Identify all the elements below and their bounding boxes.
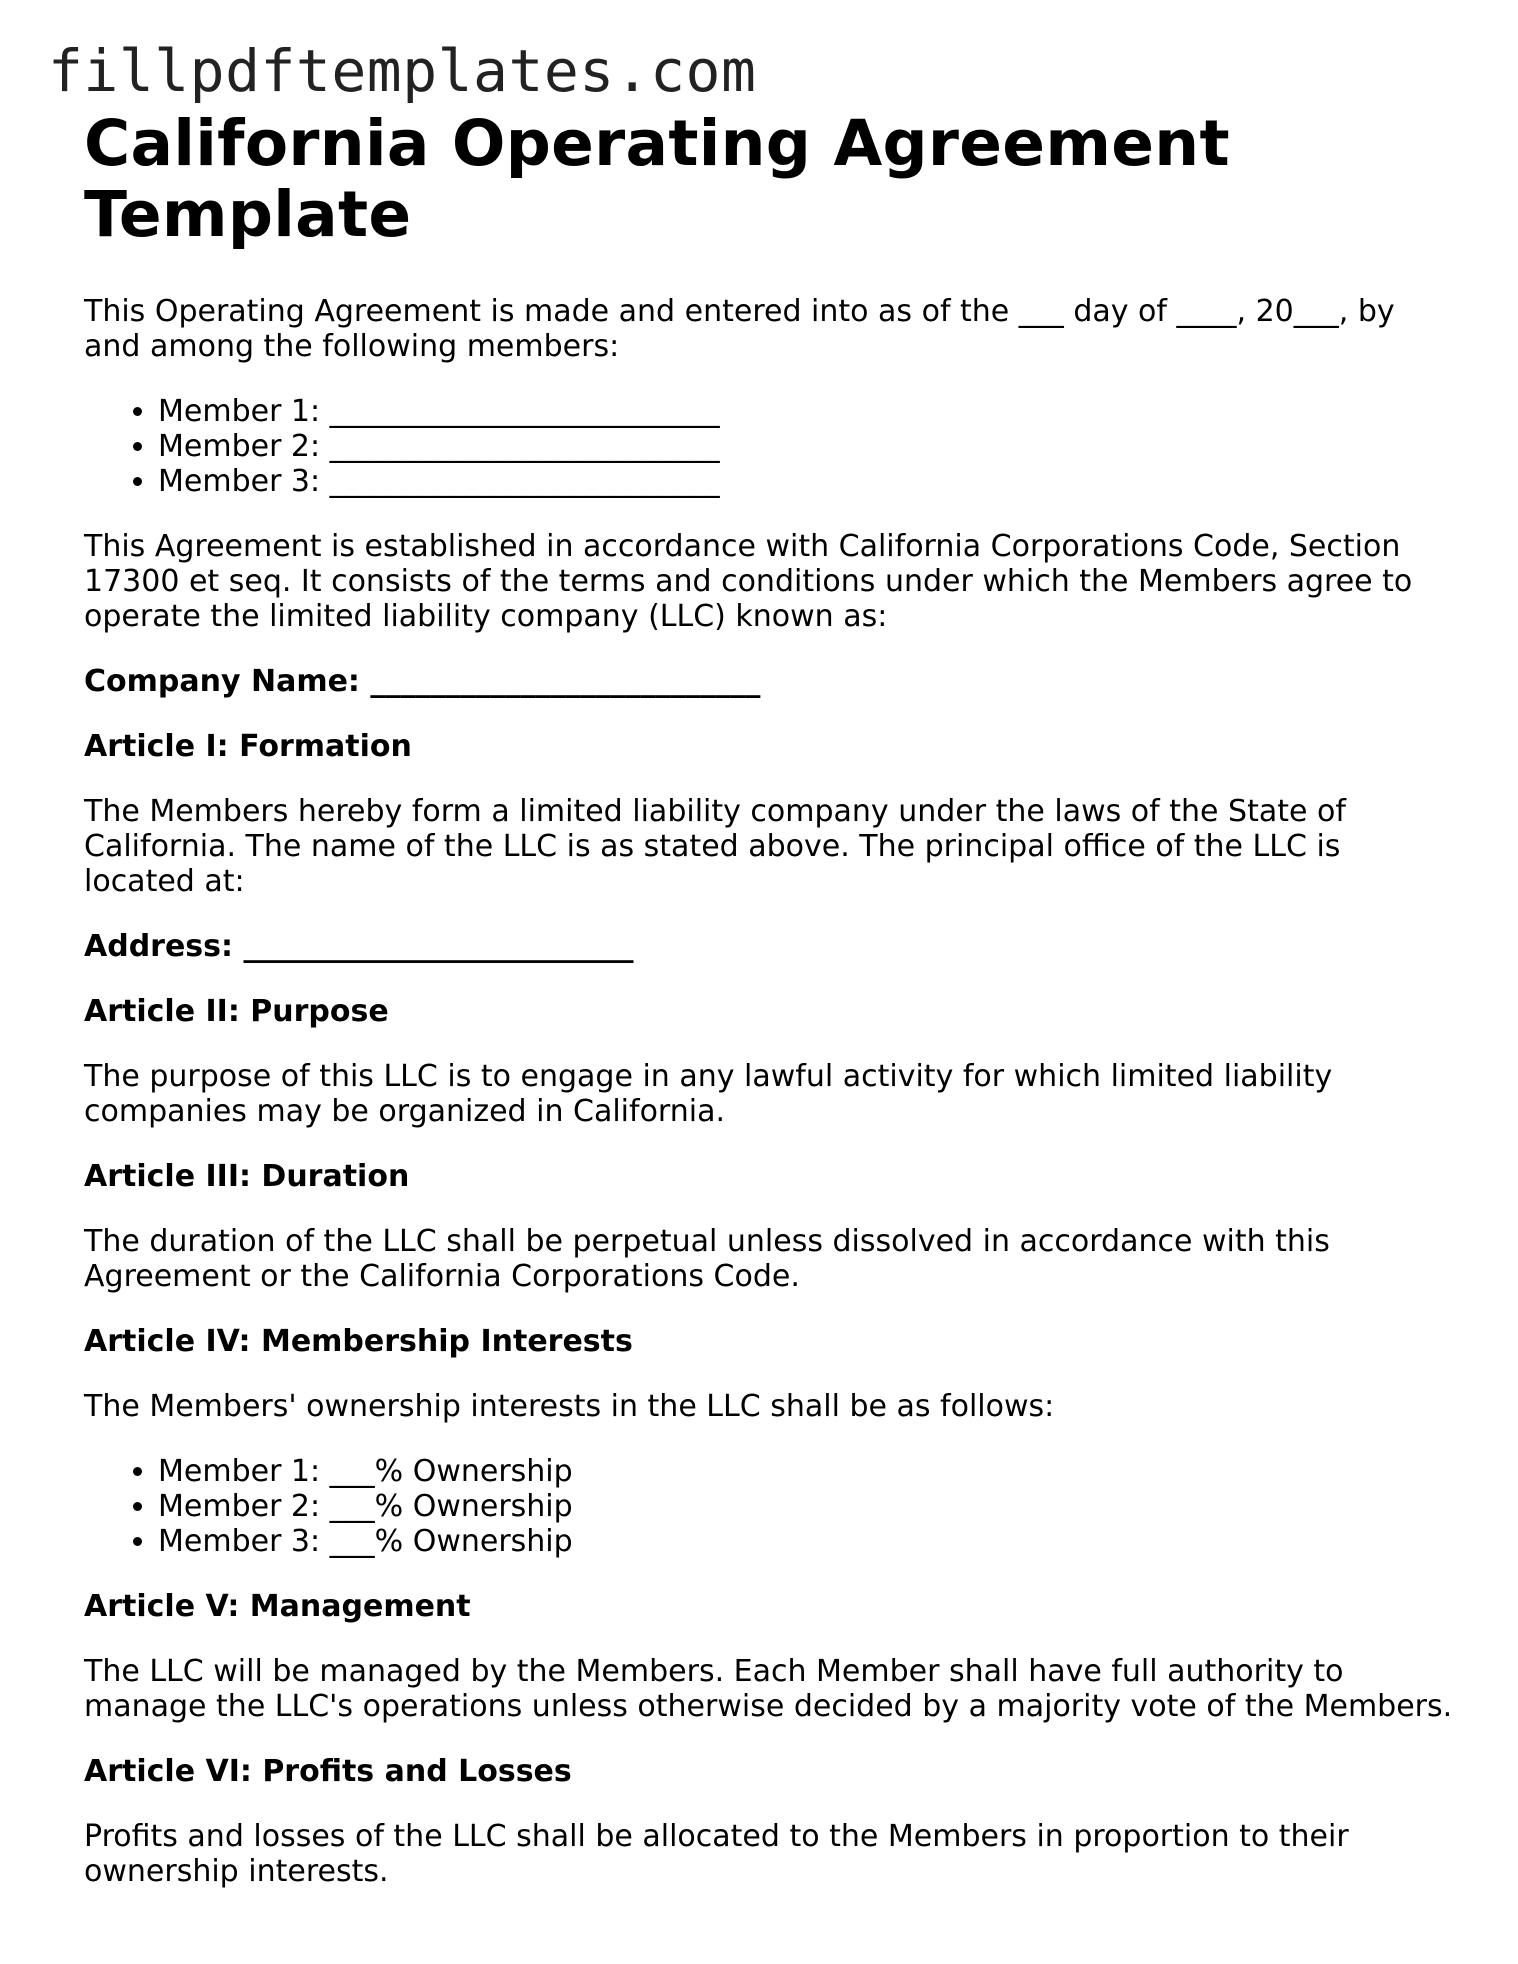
list-item: • Member 3: ___% Ownership: [158, 1524, 1454, 1559]
article-2-text: The purpose of this LLC is to engage in any lawful activity for which limited liability companies may be organized in California.: [84, 1059, 1333, 1129]
article-5-heading: Article V: Management: [84, 1589, 471, 1624]
article-2-heading: Article II: Purpose: [84, 994, 389, 1029]
article-1-heading: Article I: Formation: [84, 729, 412, 764]
list-item: • Member 1: ___% Ownership: [158, 1454, 1454, 1489]
article-4-text: The Members' ownership interests in the LLC shall be as follows:: [84, 1389, 1055, 1424]
article-5-text: The LLC will be managed by the Members. Each Member shall have full authority to manage the LLC's operations unless otherwise decided by a majority vote of the Members.: [84, 1654, 1453, 1724]
site-watermark: fillpdftemplates.com: [48, 37, 757, 105]
list-item: • Member 1: __________________________: [158, 394, 1454, 429]
document-title: California Operating Agreement Template: [84, 107, 1230, 251]
article-6-text: Profits and losses of the LLC shall be allocated to the Members in proportion to their ownership interests.: [84, 1819, 1349, 1889]
list-item: • Member 2: ___% Ownership: [158, 1489, 1454, 1524]
article-1-text: The Members hereby form a limited liability company under the laws of the State of California. The name of the LLC is as stated above. The principal office of the LLC is located at:: [84, 794, 1346, 899]
list-item: • Member 2: __________________________: [158, 429, 1454, 464]
list-item: • Member 3: __________________________: [158, 464, 1454, 499]
article-6-heading: Article VI: Profits and Losses: [84, 1754, 572, 1789]
address-field: Address: __________________________: [84, 929, 634, 964]
document-body: [84, 108, 1454, 1919]
member-list: [84, 394, 1454, 499]
intro-paragraph: This Operating Agreement is made and entered into as of the ___ day of ____, 20___, by and among the following members:: [84, 294, 1395, 364]
article-3-text: The duration of the LLC shall be perpetual unless dissolved in accordance with this Agreement or the California Corporations Code.: [84, 1224, 1330, 1294]
basis-paragraph: This Agreement is established in accordance with California Corporations Code, Section 17300 et seq. It consists of the terms and conditions under which the Members agree to operate the limited liability company (LLC) known as:: [84, 529, 1413, 634]
ownership-list: [84, 1454, 1454, 1559]
article-3-heading: Article III: Duration: [84, 1159, 410, 1194]
company-name-field: Company Name: __________________________: [84, 664, 761, 699]
article-4-heading: Article IV: Membership Interests: [84, 1324, 633, 1359]
